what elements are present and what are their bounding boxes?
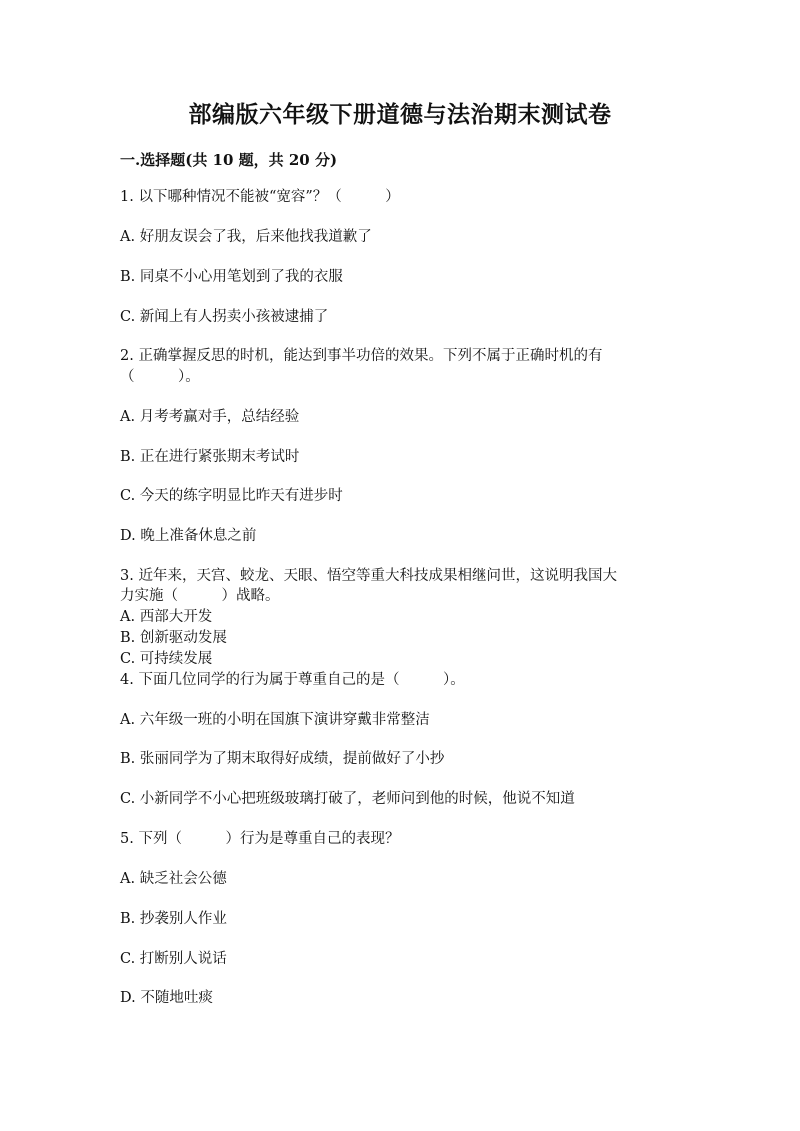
question-4-option-c: C. 小新同学不小心把班级玻璃打破了，老师问到他的时候，他说不知道 bbox=[120, 791, 575, 807]
question-1-option-c: C. 新闻上有人拐卖小孩被逮捕了 bbox=[120, 309, 329, 325]
section-heading: 一.选择题(共 10 题，共 20 分) bbox=[120, 151, 338, 169]
question-3-stem-continued: 力实施（ ）战略。 bbox=[120, 588, 280, 604]
question-5-stem: 5. 下列（ ）行为是尊重自己的表现？ bbox=[120, 831, 400, 847]
question-5-option-a: A. 缺乏社会公德 bbox=[120, 871, 227, 887]
question-1-option-b: B. 同桌不小心用笔划到了我的衣服 bbox=[120, 269, 343, 285]
question-2-stem-continued: （ ）。 bbox=[120, 369, 200, 385]
question-2-option-d: D. 晚上准备休息之前 bbox=[120, 528, 257, 544]
question-1-stem: 1. 以下哪种情况不能被“宽容”？（ ） bbox=[120, 189, 400, 205]
question-5-option-b: B. 抄袭别人作业 bbox=[120, 911, 227, 927]
question-2-option-b: B. 正在进行紧张期末考试时 bbox=[120, 449, 300, 465]
question-2-option-a: A. 月考考赢对手，总结经验 bbox=[120, 409, 300, 425]
page-title: 部编版六年级下册道德与法治期末测试卷 bbox=[188, 101, 612, 128]
question-4-option-a: A. 六年级一班的小明在国旗下演讲穿戴非常整洁 bbox=[120, 712, 430, 728]
question-3-stem: 3. 近年来，天宫、蛟龙、天眼、悟空等重大科技成果相继问世，这说明我国大 bbox=[120, 568, 617, 584]
question-2-stem: 2. 正确掌握反思的时机，能达到事半功倍的效果。下列不属于正确时机的有 bbox=[120, 348, 603, 364]
question-4-option-b: B. 张丽同学为了期末取得好成绩，提前做好了小抄 bbox=[120, 751, 445, 767]
question-5-option-c: C. 打断别人说话 bbox=[120, 951, 227, 967]
question-3-option-c: C. 可持续发展 bbox=[120, 651, 213, 667]
question-3-option-a: A. 西部大开发 bbox=[120, 609, 213, 625]
question-1-option-a: A. 好朋友误会了我，后来他找我道歉了 bbox=[120, 229, 372, 245]
question-5-option-d: D. 不随地吐痰 bbox=[120, 990, 213, 1006]
question-4-stem: 4. 下面几位同学的行为属于尊重自己的是（ ）。 bbox=[120, 672, 465, 688]
question-2-option-c: C. 今天的练字明显比昨天有进步时 bbox=[120, 488, 343, 504]
question-3-option-b: B. 创新驱动发展 bbox=[120, 630, 227, 646]
